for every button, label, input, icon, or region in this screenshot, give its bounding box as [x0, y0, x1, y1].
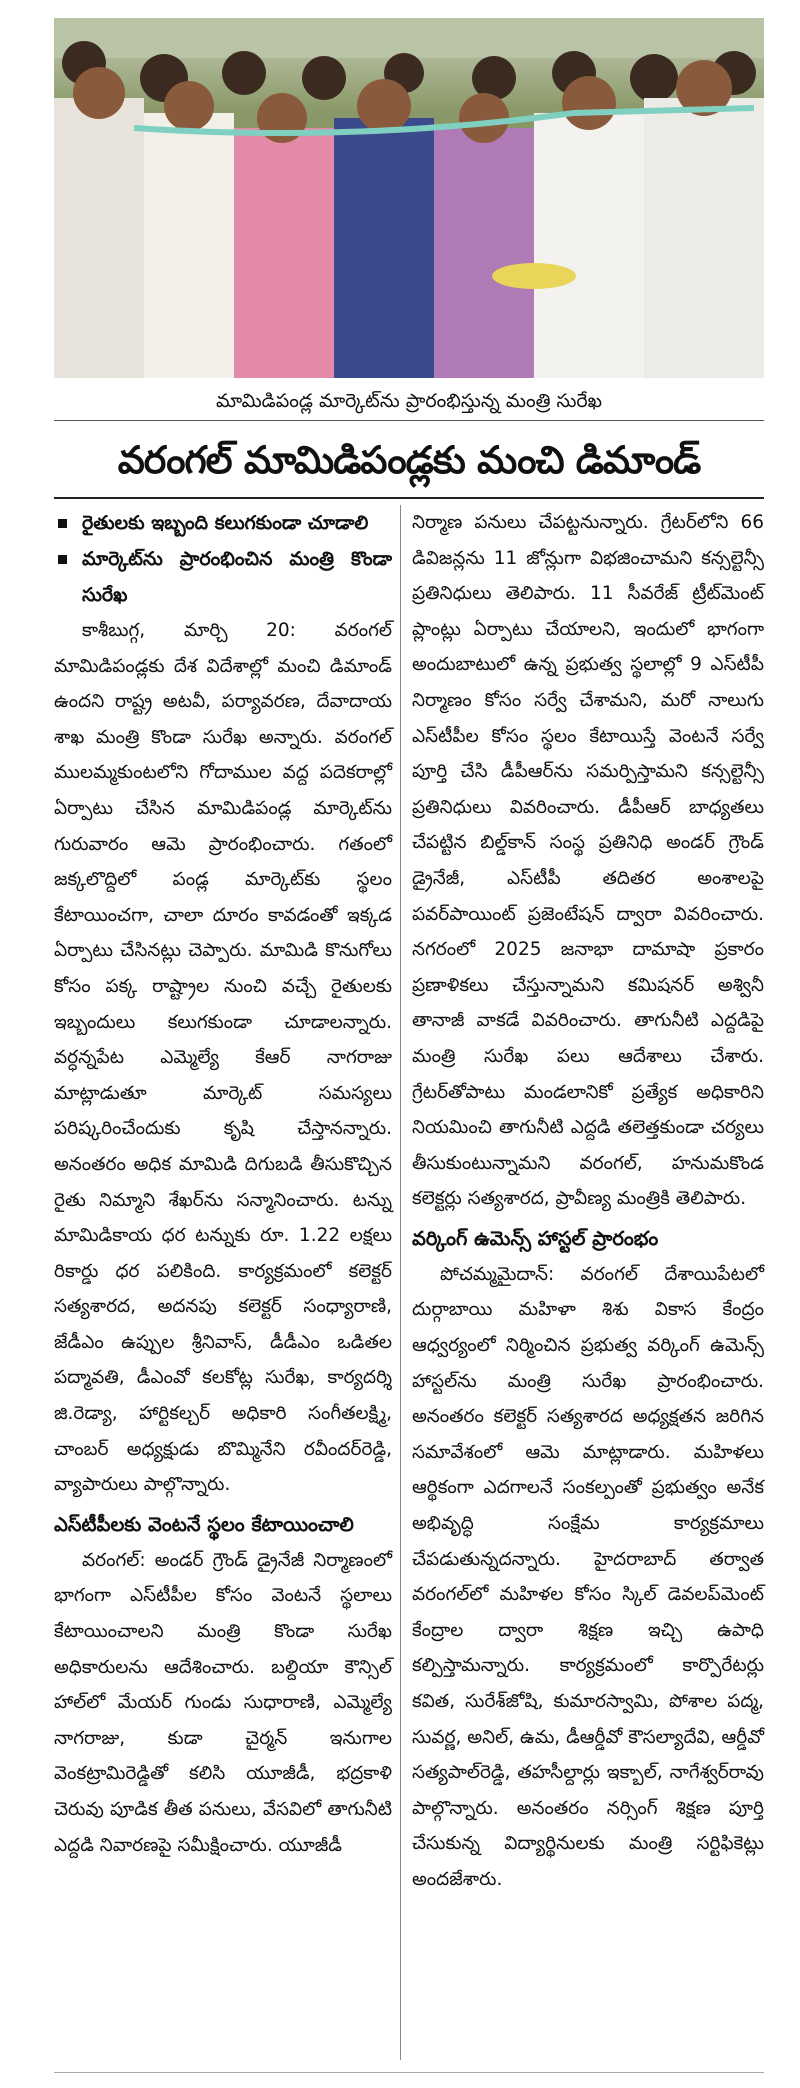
market-inauguration-photo: [54, 18, 764, 378]
article-body-continued: నిర్మాణ పనులు చేపట్టనున్నారు. గ్రేటర్‌లోని 66 డివిజన్లను 11 జోన్లుగా విభజించామని కన్సల్టెన్సీ ప్రతినిధులు తెలిపారు. 11 సీవరేజ్ ట్రీట్‌మెంట్ ప్లాంట్లు ఏర్పాటు చేయాలని, ఇందులో భాగంగా అందుబాటులో ఉన్న ప్రభుత్వ స్థలాల్లో 9 ఎస్‌టీపీ నిర్మాణం కోసం సర్వే చేశామని, మరో నాలుగు ఎస్‌టీపీల కోసం స్థలం కేటాయిస్తే వెంటనే సర్వే పూర్తి చేసి డీపీఆర్‌ను సమర్పిస్తామని కన్సల్టెన్సీ ప్రతినిధులు వివరించారు. డీపీఆర్ బాధ్యతలు చేపట్టిన బిల్డ్‌కాన్ సంస్థ ప్రతినిధి అండర్ గ్రౌండ్ డ్రైనేజీ, ఎస్‌టీపీ తదితర అంశాలపై పవర్‌పాయింట్ ప్రజెంటేషన్ ద్వారా వివరించారు. నగరంలో 2025 జనాభా దామాషా ప్రకారం ప్రణాళికలు చేస్తున్నామని కమిషనర్ అశ్వినీ తానాజీ వాకడే వివరించారు. తాగునీటి ఎద్దడిపై మంత్రి సురేఖ పలు ఆదేశాలు చేశారు. గ్రేటర్‌తోపాటు మండలానికో ప్రత్యేక అధికారిని నియమించి తాగునీటి ఎద్దడి తలెత్తకుండా చర్యలు తీసుకుంటున్నామని వరంగల్, హనుమకొండ కలెక్టర్లు సత్యశారద, ప్రావీణ్య మంత్రికి తెలిపారు.: [412, 512, 764, 1210]
section-subhead: ఎస్‌టీపీలకు వెంటనే స్థలం కేటాయించాలి: [54, 1512, 354, 1536]
article-body: కాశీబుగ్గ, మార్చి 20: వరంగల్ మామిడిపండ్లకు దేశ విదేశాల్లో మంచి డిమాండ్ ఉందని రాష్ట్ర అటవీ, పర్యావరణ, దేవాదాయ శాఖ మంత్రి కొండా సురేఖ అన్నారు. వరంగల్ ములమ్మకుంటలోని గోదాముల వద్ద పదెకరాల్లో ఏర్పాటు చేసిన మామిడిపండ్ల మార్కెట్‌ను గురువారం ఆమె ప్రారంభించారు. గతంలో జక్కలొద్దిలో పండ్ల మార్కెట్‌కు స్థలం కేటాయించగా, చాలా దూరం కావడంతో ఇక్కడ ఏర్పాటు చేసినట్లు చెప్పారు. మామిడి కొనుగోలు కోసం పక్క రాష్ట్రాల నుంచి వచ్చే రైతులకు ఇబ్బందులు కలుగకుండా చూడాలన్నారు. వర్ధన్నపేట ఎమ్మెల్యే కేఆర్ నాగరాజు మాట్లాడుతూ మార్కెట్ సమస్యలు పరిష్కరించేందుకు కృషి చేస్తానన్నారు. అనంతరం అధిక మామిడి దిగుబడి తీసుకొచ్చిన రైతు నిమ్మాని శేఖర్‌ను సన్మానించారు. టన్ను మామిడికాయ ధర టన్నుకు రూ. 1.22 లక్షలు రికార్డు ధర పలికింది. కార్యక్రమంలో కలెక్టర్ సత్యశారద, అదనపు కలెక్టర్ సంధ్యారాణి, జేడీఎం ఉప్పుల శ్రీనివాస్, డీడీఎం ఒడితల పద్మావతి, డీఎంవో కలకోట్ల సురేఖ, కార్యదర్శి జి.రెడ్యా, హార్టికల్చర్ అధికారి సంగీతలక్ష్మి, చాంబర్ అధ్యక్షుడు బొమ్మినేని రవీందర్‌రెడ్డి, వ్యాపారులు పాల్గొన్నారు.: [54, 620, 392, 1496]
bullet-square-icon: [58, 555, 67, 564]
bottom-divider: [54, 2072, 764, 2073]
left-column: [54, 505, 392, 1863]
article-body: పోచమ్మమైదాన్: వరంగల్ దేశాయిపేటలో దుర్గాబాయి మహిళా శిశు వికాస కేంద్రం ఆధ్వర్యంలో నిర్మించిన ప్రభుత్వ వర్కింగ్ ఉమెన్స్ హాస్టల్‌ను మంత్రి సురేఖ ప్రారంభించారు. అనంతరం కలెక్టర్ సత్యశారద అధ్యక్షతన జరిగిన సమావేశంలో ఆమె మాట్లాడారు. మహిళలు ఆర్థికంగా ఎదగాలనే సంకల్పంతో ప్రభుత్వం అనేక అభివృద్ధి సంక్షేమ కార్యక్రమాలు చేపడుతున్నదన్నారు. హైదరాబాద్ తర్వాత వరంగల్‌లో మహిళల కోసం స్కిల్ డెవలప్‌మెంట్ కేంద్రాల ద్వారా శిక్షణ ఇచ్చి ఉపాధి కల్పిస్తామన్నారు. కార్యక్రమంలో కార్పొరేటర్లు కవిత, సురేశ్‌జోషి, కుమారస్వామి, పోశాల పద్మ, సువర్ణ, అనిల్, ఉమ, డీఆర్డీవో కౌసల్యాదేవి, ఆర్డీవో సత్యపాల్‌రెడ్డి, తహసీల్దార్లు ఇక్బాల్, నాగేశ్వర్‌రావు పాల్గొన్నారు. అనంతరం నర్సింగ్ శిక్షణ పూర్తి చేసుకున్న విద్యార్థినులకు మంత్రి సర్టిఫికెట్లు అందజేశారు.: [412, 1263, 764, 1890]
section-subhead: వర్కింగ్ ఉమెన్స్ హాస్టల్ ప్రారంభం: [412, 1226, 659, 1250]
headline: వరంగల్ మామిడిపండ్లకు మంచి డిమాండ్: [117, 438, 701, 482]
bullet-point: [54, 505, 392, 541]
headline-divider: [54, 497, 764, 499]
bullet-text: మార్కెట్‌ను ప్రారంభించిన మంత్రి కొండా సురేఖ: [82, 548, 392, 606]
photo-illustration: [54, 18, 764, 378]
column-divider: [400, 505, 401, 2060]
bullet-text: రైతులకు ఇబ్బంది కలుగకుండా చూడాలి: [82, 512, 369, 534]
bullet-point: [54, 541, 392, 613]
photo-caption: మామిడిపండ్ల మార్కెట్‌ను ప్రారంభిస్తున్న మంత్రి సురేఖ: [215, 390, 603, 412]
article-body: వరంగల్: అండర్ గ్రౌండ్ డ్రైనేజీ నిర్మాణంలో భాగంగా ఎస్‌టీపీల కోసం వెంటనే స్థలాలు కేటాయించాలని మంత్రి కొండా సురేఖ అధికారులను ఆదేశించారు. బల్దియా కౌన్సిల్ హాల్‌లో మేయర్ గుండు సుధారాణి, ఎమ్మెల్యే నాగరాజు, కుడా చైర్మన్ ఇనుగాల వెంకట్రామిరెడ్డితో కలిసి యూజీడీ, భద్రకాళి చెరువు పూడిక తీత పనులు, వేసవిలో తాగునీటి ఎద్దడి నివారణపై సమీక్షించారు. యూజీడీ: [54, 1549, 392, 1856]
caption-divider: [54, 420, 764, 421]
right-column: [412, 505, 764, 1898]
bullet-square-icon: [58, 519, 67, 528]
